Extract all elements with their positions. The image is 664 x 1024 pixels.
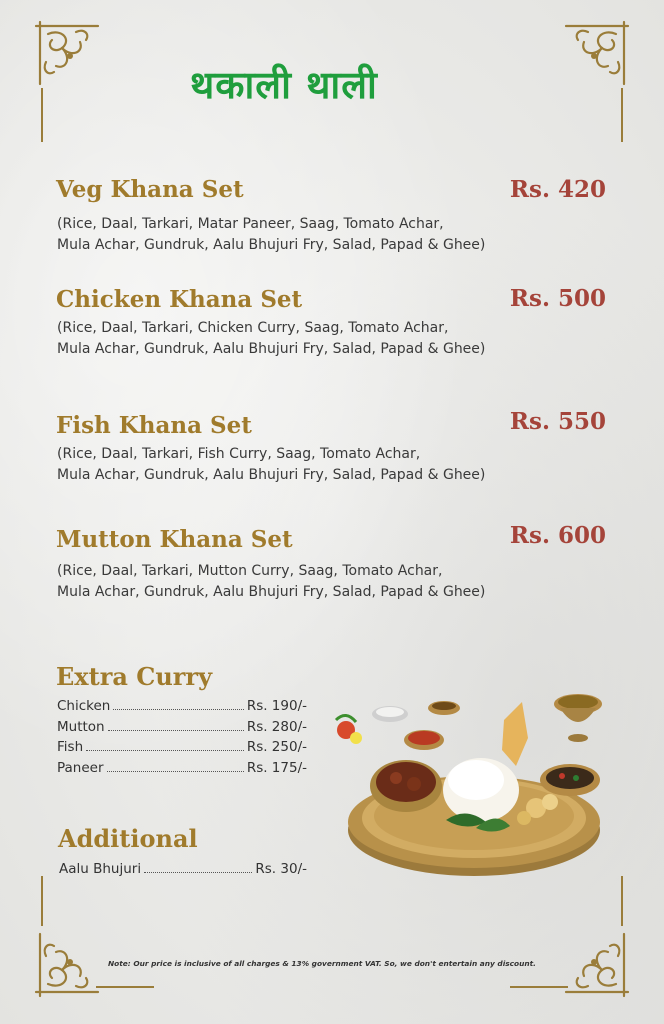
additional-list: [59, 861, 307, 882]
item-desc-line: Mula Achar, Gundruk, Aalu Bhujuri Fry, Salad, Papad & Ghee): [57, 584, 486, 600]
item-price-chicken: Rs. 500: [509, 285, 606, 312]
item-desc-veg: [57, 214, 537, 256]
additional-item-name: Aalu Bhujuri: [59, 861, 142, 877]
extra-item-price: Rs. 250/-: [246, 739, 307, 755]
corner-ornament-icon: [562, 18, 632, 88]
menu-title: थकाली थाली: [190, 63, 378, 107]
extra-item-price: Rs. 190/-: [246, 698, 307, 714]
extra-item-name: Paneer: [57, 759, 104, 776]
additional-title: Additional: [58, 824, 198, 853]
border-line: [96, 986, 154, 988]
item-desc-line: (Rice, Daal, Tarkari, Mutton Curry, Saag, Tomato Achar,: [57, 563, 443, 579]
item-name-mutton: Mutton Khana Set: [56, 526, 293, 553]
dot-leader: [107, 760, 244, 772]
border-line: [621, 88, 623, 142]
border-line: [41, 88, 43, 142]
dot-leader: [108, 719, 244, 731]
corner-ornament-icon: [32, 18, 102, 88]
extra-item-name: Mutton: [57, 718, 105, 735]
border-line: [510, 986, 568, 988]
vat-note: Note: Our price is inclusive of all charges & 13% government VAT. So, we don't entertain any discount.: [108, 959, 536, 968]
item-desc-line: (Rice, Daal, Tarkari, Chicken Curry, Saag, Tomato Achar,: [57, 320, 449, 336]
item-desc-line: Mula Achar, Gundruk, Aalu Bhujuri Fry, Salad, Papad & Ghee): [57, 237, 486, 253]
border-line: [41, 876, 43, 926]
item-price-mutton: Rs. 600: [509, 522, 606, 549]
item-desc-mutton: [57, 561, 537, 603]
extra-item-price: Rs. 175/-: [246, 759, 307, 776]
item-price-veg: Rs. 420: [509, 176, 606, 203]
item-desc-line: (Rice, Daal, Tarkari, Matar Paneer, Saag, Tomato Achar,: [57, 216, 444, 232]
extra-item-price: Rs. 280/-: [246, 718, 307, 735]
item-name-veg: Veg Khana Set: [56, 176, 244, 203]
item-price-fish: Rs. 550: [509, 408, 606, 435]
list-item: [57, 719, 307, 740]
additional-item-price: Rs. 30/-: [255, 861, 307, 877]
item-name-fish: Fish Khana Set: [56, 412, 252, 439]
dot-leader: [144, 861, 252, 873]
item-desc-line: (Rice, Daal, Tarkari, Fish Curry, Saag, Tomato Achar,: [57, 446, 421, 462]
corner-ornament-icon: [32, 930, 102, 1000]
item-desc-line: Mula Achar, Gundruk, Aalu Bhujuri Fry, Salad, Papad & Ghee): [57, 341, 486, 357]
thali-plate-image: [326, 680, 626, 885]
item-desc-fish: [57, 444, 537, 486]
item-desc-chicken: [57, 318, 537, 360]
list-item: [57, 739, 307, 760]
extra-curry-title: Extra Curry: [56, 662, 213, 691]
item-name-chicken: Chicken Khana Set: [56, 286, 303, 313]
list-item: [57, 760, 307, 781]
corner-ornament-icon: [562, 930, 632, 1000]
list-item: [59, 861, 307, 882]
extra-curry-list: [57, 698, 307, 780]
list-item: [57, 698, 307, 719]
item-desc-line: Mula Achar, Gundruk, Aalu Bhujuri Fry, Salad, Papad & Ghee): [57, 467, 486, 483]
extra-item-name: Chicken: [57, 698, 111, 714]
dot-leader: [113, 698, 243, 710]
extra-item-name: Fish: [57, 739, 84, 755]
dot-leader: [86, 739, 244, 751]
